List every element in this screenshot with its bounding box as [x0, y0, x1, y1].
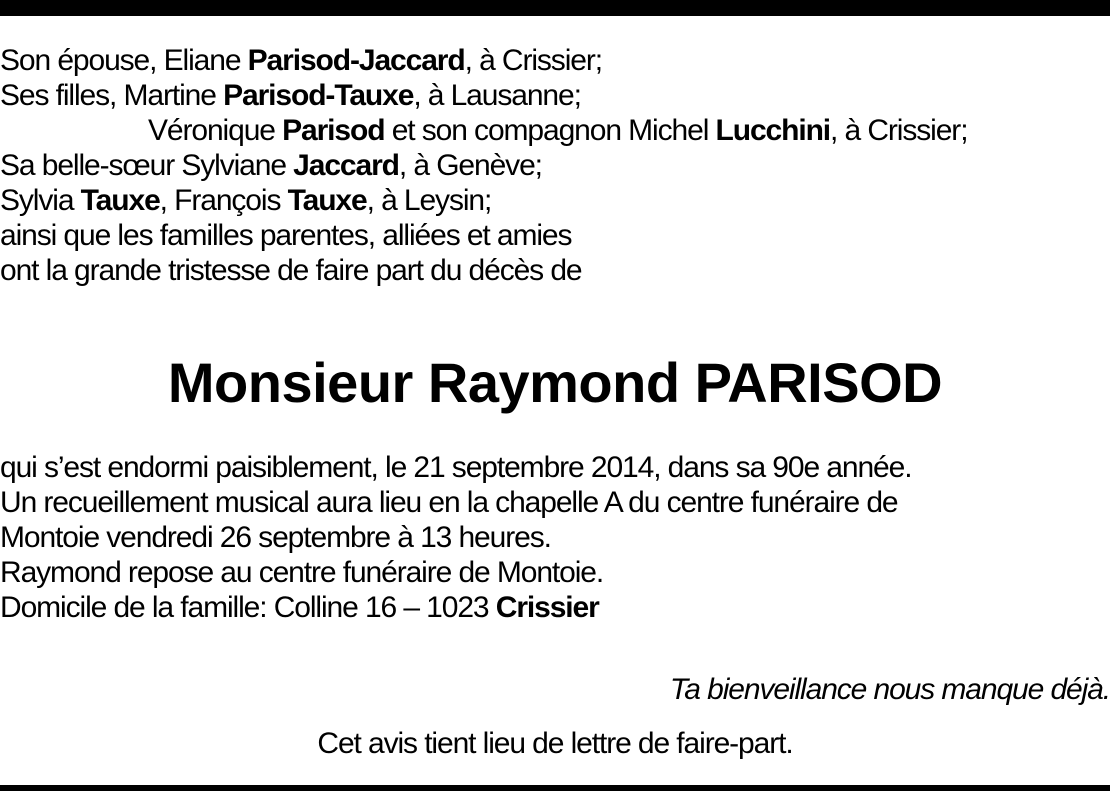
bold-name: Parisod-Tauxe: [223, 79, 414, 112]
bold-name: Lucchini: [715, 114, 831, 147]
family-line: [0, 78, 1110, 113]
text-segment: et son compagnon Michel: [384, 114, 716, 147]
text-segment: ont la grande tristesse de faire part du décès de: [0, 254, 582, 287]
text-segment: qui s’est endormi paisiblement, le 21 septembre 2014, dans sa 90e année.: [0, 451, 912, 484]
text-segment: Domicile de la famille: Colline 16 – 1023: [0, 591, 496, 624]
bold-name: Parisod: [282, 114, 385, 147]
detail-line: [0, 485, 1110, 520]
text-segment: , François: [159, 184, 288, 217]
text-segment: Son épouse, Eliane: [0, 44, 248, 77]
bold-name: Jaccard: [293, 149, 399, 182]
text-segment: Sylvia: [0, 184, 81, 217]
text-segment: Véronique: [148, 114, 283, 147]
family-list: [0, 43, 1110, 288]
text-segment: ainsi que les familles parentes, alliées et amies: [0, 219, 572, 252]
closing-quote-text: Ta bienveillance nous manque déjà.: [669, 673, 1110, 706]
family-line: [0, 148, 1110, 183]
family-line: [0, 253, 1110, 288]
text-segment: , à Crissier;: [464, 44, 602, 77]
notice-text: Cet avis tient lieu de lettre de faire-part.: [317, 727, 793, 760]
detail-line: [0, 520, 1110, 555]
text-segment: , à Genève;: [398, 149, 542, 182]
closing-quote: [0, 672, 1110, 707]
family-line: [0, 43, 1110, 78]
detail-line: [0, 450, 1110, 485]
text-segment: Montoie vendredi 26 septembre à 13 heures.: [0, 521, 551, 554]
bold-name: Parisod-Jaccard: [247, 44, 465, 77]
family-line: [0, 183, 1110, 218]
text-segment: Ses filles, Martine: [0, 79, 224, 112]
bold-name: Tauxe: [80, 184, 160, 217]
family-line: [0, 218, 1110, 253]
detail-line: [0, 590, 1110, 625]
text-segment: Un recueillement musical aura lieu en la chapelle A du centre funéraire de: [0, 486, 898, 519]
text-segment: Raymond repose au centre funéraire de Montoie.: [0, 556, 604, 589]
family-line: [0, 113, 1110, 148]
bold-name: Crissier: [495, 591, 599, 624]
text-segment: , à Lausanne;: [413, 79, 581, 112]
bold-name: Tauxe: [287, 184, 367, 217]
top-rule: [0, 0, 1110, 16]
notice: [0, 726, 1110, 761]
text-segment: Sa belle-sœur Sylviane: [0, 149, 294, 182]
text-segment: , à Crissier;: [830, 114, 968, 147]
detail-line: [0, 555, 1110, 590]
text-segment: , à Leysin;: [366, 184, 492, 217]
details-block: [0, 450, 1110, 625]
bottom-rule: [0, 785, 1110, 791]
deceased-name: Monsieur Raymond PARISOD: [167, 351, 943, 414]
